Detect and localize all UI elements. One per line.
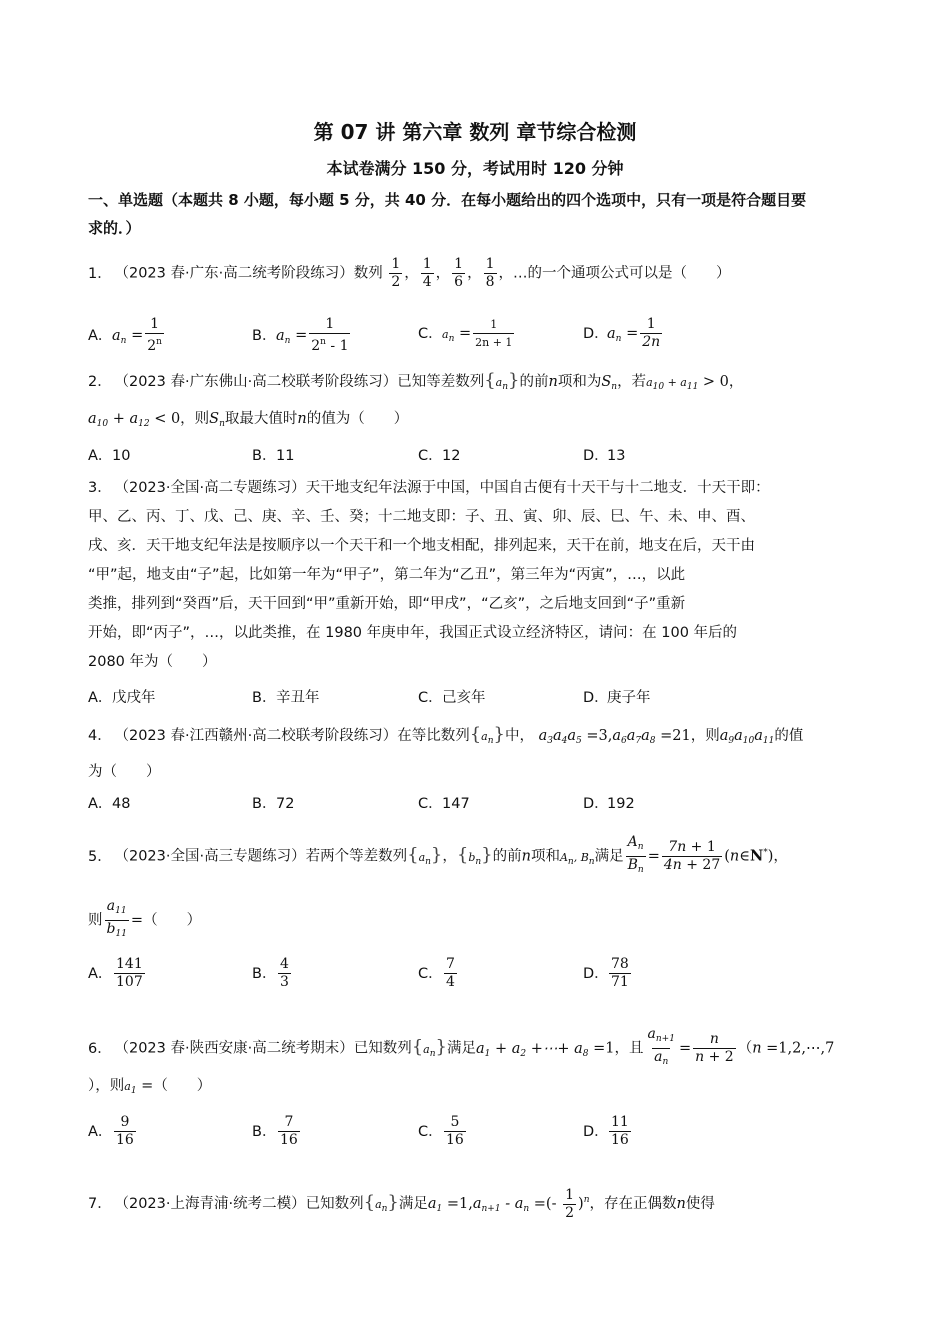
q4-option-a: A．48 [88,796,131,812]
q3-option-b: B．辛丑年 [252,690,320,706]
q6-option-c: C． $\frac{5}{16}$ [418,1114,464,1148]
q5-option-a: A． $\frac{141}{107}$ [88,956,143,990]
math-fraction: $\frac{1}{8}$ [485,256,495,290]
q3-option-d: D．庚子年 [583,690,651,706]
question-7: 7． （2023·上海青浦·统考二模）已知数列$\{a_n\}$满足$a_1 =1,a_{n+1} - a_n$ =(- $\frac{1}{2}$ )$^n$，存在正偶数n使得 [88,1186,715,1221]
question-2-line-2: $a_{10} + a_{12} < 0$，则$S_n$取最大值时n的值为（ ） [88,411,409,429]
q2-option-c: C．12 [418,448,461,464]
q6-option-d: D． $\frac{11}{16}$ [583,1114,629,1148]
question-4: 4． （2023 春·江西赣州·高二校联考阶段练习）在等比数列$\{a_n\}$中， $a_3a_4a_5 =3,a_6a_7a_8 =21$，则$a_9a_{10}a_{11}$的值 [88,724,804,746]
q5-option-b: B． $\frac{4}{3}$ [252,956,289,990]
question-6-line-2: ），则$a_1$ =（ ） [88,1078,212,1096]
question-3: 3． （2023·全国·高二专题练习）天干地支纪年法源于中国，中国自古便有十天干与十二地支．十天干即： 甲、乙、丙、丁、戊、己、庚、辛、壬、癸；十二地支即：子、丑、寅、卯、辰、巳、午、未、申、酉、 戌、亥．天干地支纪年法是按顺序以一个天干和一个地支相配，排列起来，天干在前，地支在后，天干由 “甲”起，地支由“子”起，比如第一年为“甲子”，第二年为“乙丑”，第三年为“丙寅”，…，以此 类推，排列到“癸酉”后，天干回到“甲”重新开始，即“甲戌”，“乙亥”，之后地支回到“子”重新 开始，即“丙子”，…，以此类推，在 1980 年庚申年，我国正式设立经济特区，请问：在 100 年后的 2080 年为（ ） [88,480,770,670]
q6-option-b: B． $\frac{7}{16}$ [252,1114,298,1148]
q3-option-a: A．戊戌年 [88,690,156,706]
q4-option-d: D．192 [583,796,635,812]
q4-option-c: C．147 [418,796,470,812]
question-5-line-2: 则 $\frac{a_{11}}{b_{11}}$ =（ ） [88,898,868,943]
question-1: 1． （2023 春·广东·高二统考阶段练习）数列 $\frac{1}{2}$ ， $\frac{1}{4}$ ， $\frac{1}{6}$ ， $\frac{1}{8}$ ，…的一个通项公式可以是（ ） [88,256,731,290]
page-title: 第 07 讲 第六章 数列 章节综合检测 [313,120,637,144]
page-subtitle: 本试卷满分 150 分，考试用时 120 分钟 [326,159,624,178]
q6-option-a: A． $\frac{9}{16}$ [88,1114,134,1148]
math-fraction: $\frac{1}{4}$ [422,256,432,290]
q2-option-b: B．11 [252,448,295,464]
question-6: 6． （2023 春·陕西安康·高二统考期末）已知数列$\{a_n\}$满足$a_1 + a_2$ +⋯+ $a_8 =1$，且 $\frac{a_{n+1}}{a_n}$ = $\frac{n}{n + 2}$ （n =1,2,⋯,7 [88,1026,868,1071]
math-fraction: $\frac{1}{2}$ [391,256,401,290]
q1-option-b: B．$a_n$ = $\frac{1}{2^n - 1}$ [252,316,349,354]
q1-option-a: A．$a_n$ = $\frac{1}{2^n}$ [88,316,162,354]
section-heading: 一、单选题（本题共 8 小题，每小题 5 分，共 40 分．在每小题给出的四个选项中，只有一项是符合题目要 求的．） [88,191,807,237]
q2-option-a: A．10 [88,448,131,464]
question-4-line-2: 为（ ） [88,764,161,780]
math-fraction: $\frac{1}{6}$ [454,256,464,290]
q5-option-c: C． $\frac{7}{4}$ [418,956,455,990]
q4-option-b: B．72 [252,796,295,812]
question-2: 2． （2023 春·广东佛山·高二校联考阶段练习）已知等差数列$\{a_n\}$的前n项和为$S_n$，若$a_{10} + a_{11} > 0$， [88,370,744,392]
question-5: 5． （2023·全国·高三专题练习）若两个等差数列$\{a_n\}$，$\{b_n\}$的前n项和$A_n$, $B_n$满足 $\frac{A_n}{B_n}$ = $\frac{7n + 1}{4n + 27}$ (n∈N*)， [88,834,868,879]
q1-option-c: C．$a_n$ = $\frac{1}{2n + 1}$ [418,318,513,349]
q1-option-d: D．$a_n$ = $\frac{1}{2n}$ [583,316,661,350]
q2-option-d: D．13 [583,448,626,464]
q5-option-d: D． $\frac{78}{71}$ [583,956,629,990]
q3-option-c: C．己亥年 [418,690,486,706]
